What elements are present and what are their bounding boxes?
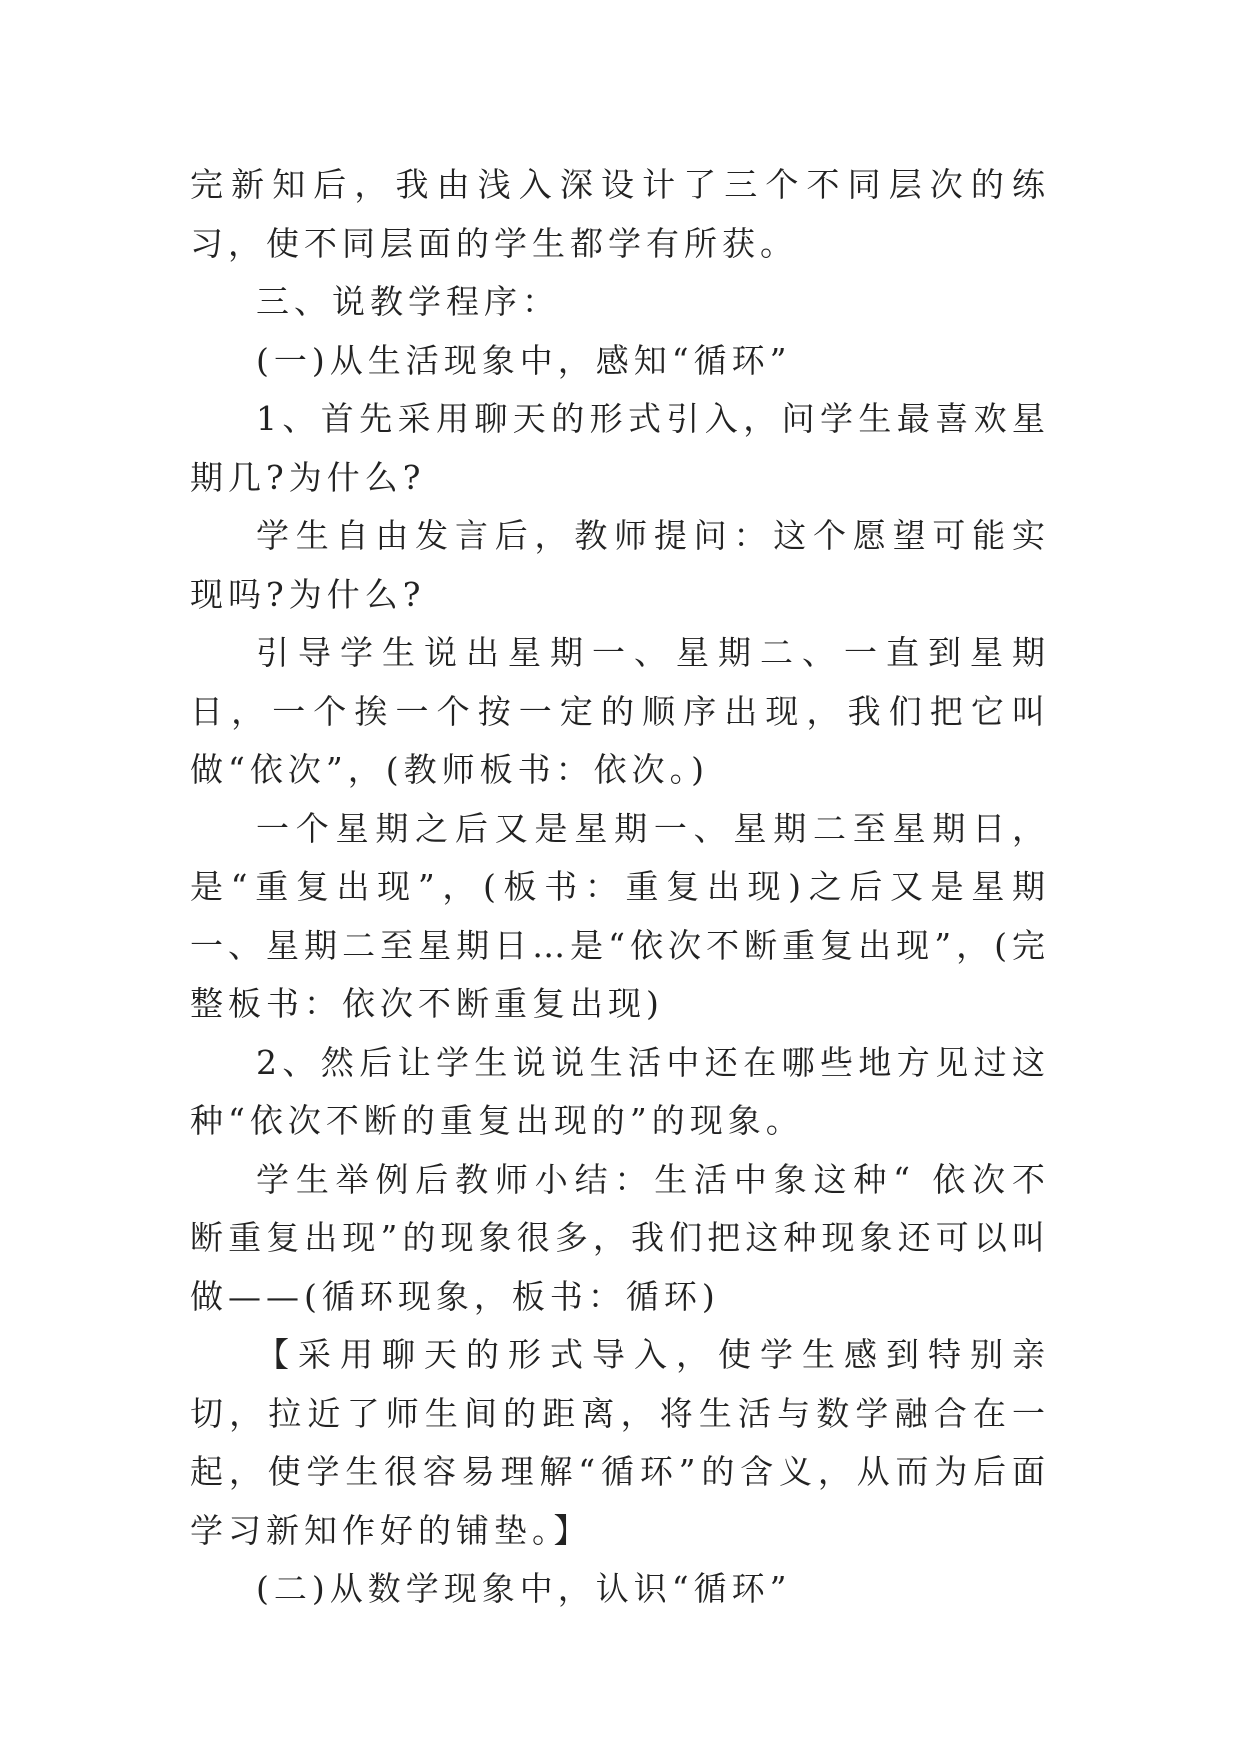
paragraph-step-1: 1、首先采用聊天的形式引入，问学生最喜欢星期几?为什么?: [190, 399, 1050, 497]
paragraph-step-2: 2、然后让学生说说生活中还在哪些地方见过这种“依次不断的重复出现的”的现象。: [190, 1042, 1050, 1140]
paragraph-guide-sequence: 引导学生说出星期一、星期二、一直到星期日，一个挨一个按一定的顺序出现，我们把它叫做“依次”，(教师板书：依次。): [190, 633, 1050, 789]
subsection-heading-1: (一)从生活现象中，感知“循环”: [256, 340, 792, 380]
paragraph-commentary: 【采用聊天的形式导入，使学生感到特别亲切，拉近了师生间的距离，将生活与数学融合在一起，使学生很容易理解“循环”的含义，从而为后面学习新知作好的铺垫。】: [190, 1335, 1050, 1550]
paragraph-teacher-summary: 学生举例后教师小结：生活中象这种“ 依次不断重复出现”的现象很多，我们把这种现象还可以叫做——(循环现象，板书：循环): [190, 1159, 1050, 1316]
paragraph-continuation: 完新知后，我由浅入深设计了三个不同层次的练习，使不同层面的学生都学有所获。: [190, 165, 1050, 263]
subsection-heading-2: (二)从数学现象中，认识“循环”: [256, 1569, 792, 1608]
paragraph-teacher-question: 学生自由发言后，教师提问：这个愿望可能实现吗?为什么?: [190, 516, 1050, 614]
paragraph-repeat: 一个星期之后又是星期一、星期二至星期日，是“重复出现”，(板书：重复出现)之后又是星期一、星期二至星期日…是“依次不断重复出现”，(完整板书：依次不断重复出现): [190, 808, 1050, 1023]
section-heading-teaching-procedure: 三、说教学程序：: [256, 282, 560, 321]
document-body: [190, 156, 1050, 1619]
